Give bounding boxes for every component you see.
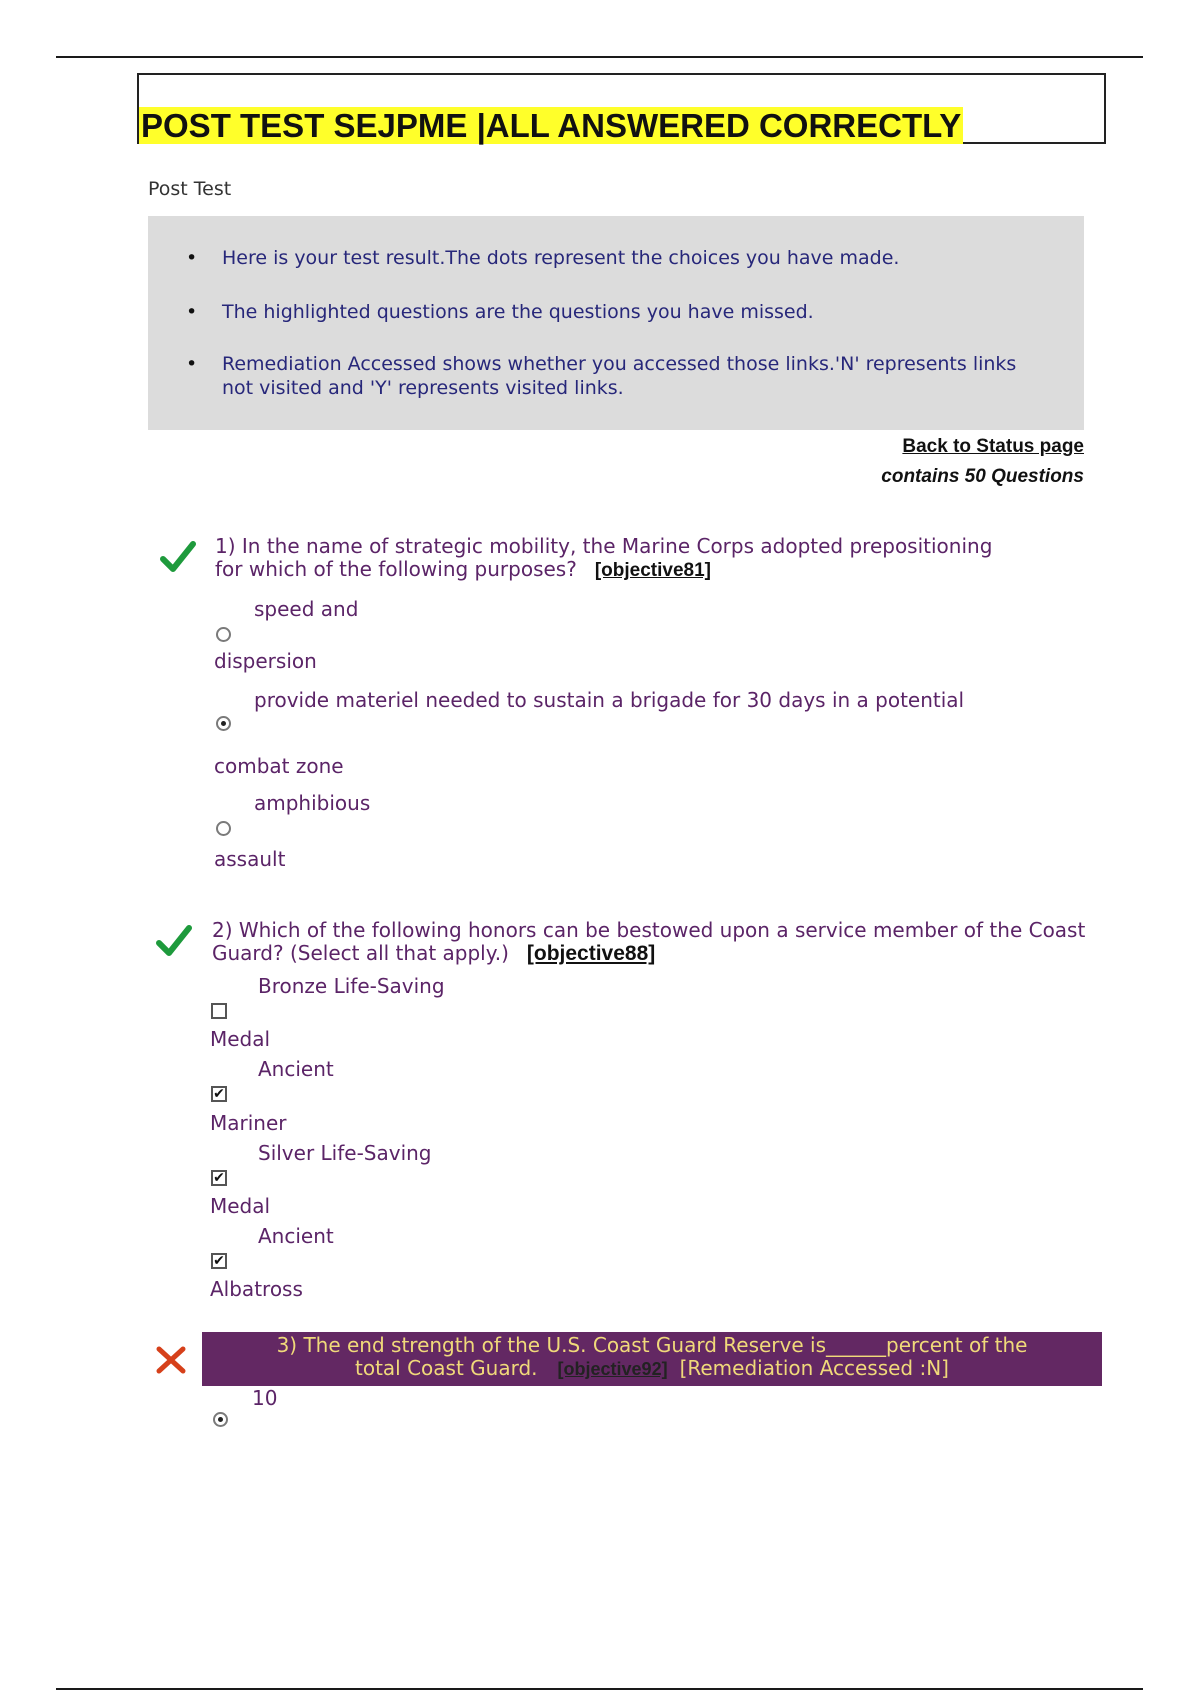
post-test-label: Post Test [148,178,232,200]
objective-88-link[interactable]: [objective88] [526,942,656,965]
q2-option-4-line2: Albatross [210,1277,303,1301]
q1-option-2-radio[interactable] [216,716,231,731]
bottom-rule [56,1688,1143,1690]
question-3-missed-bar [202,1332,1102,1386]
check-mark-icon [160,540,196,574]
question-3-line1: 3) The end strength of the U.S. Coast Guard Reserve is______percent of the [276,1333,1028,1357]
title-box [137,73,1106,144]
objective-92-link[interactable]: [objective92] [557,1359,668,1379]
check-mark-icon [156,924,192,958]
q2-option-2-line1: Ancient [258,1057,334,1081]
info-item: • Here is your test result.The dots represent the choices you have made. [222,246,1042,270]
q1-option-3-line1: amphibious [254,791,371,815]
q2-option-3-line2: Medal [210,1194,271,1218]
question-count: contains 50 Questions [881,466,1084,487]
remediation-status: [Remediation Accessed :N] [679,1356,949,1380]
q3-option-1-label: 10 [252,1386,278,1410]
back-to-status-link[interactable]: Back to Status page [902,436,1084,457]
question-3-line2: total Coast Guard. [355,1356,538,1380]
q2-option-1-line1: Bronze Life-Saving [258,974,445,998]
q1-option-2-line1: provide materiel needed to sustain a brigade for 30 days in a potential [254,688,965,712]
q1-option-3-radio[interactable] [216,821,231,836]
q1-option-1-line1: speed and [254,597,359,621]
q3-option-1-radio[interactable] [213,1412,228,1427]
top-rule [56,56,1143,58]
question-1-text [215,535,995,582]
q1-option-1-radio[interactable] [216,627,231,642]
q1-option-1-line2: dispersion [214,649,317,673]
info-item: • Remediation Accessed shows whether you accessed those links.'N' represents links not visited and 'Y' represents visited links. [222,352,1042,400]
q1-option-3-line2: assault [214,847,286,871]
q2-option-1-checkbox[interactable] [211,1003,227,1019]
question-2-prompt: 2) Which of the following honors can be bestowed upon a service member of the Coast Guard? (Select all that apply.) [212,918,1086,965]
q2-option-2-checkbox[interactable]: ✔ [211,1086,227,1102]
q2-option-3-line1: Silver Life-Saving [258,1141,432,1165]
q2-option-1-line2: Medal [210,1027,271,1051]
objective-81-link[interactable]: [objective81] [594,560,712,581]
q2-option-3-checkbox[interactable]: ✔ [211,1170,227,1186]
question-3-line2-row [212,1357,1092,1381]
q2-option-2-line2: Mariner [210,1111,287,1135]
info-box [148,216,1084,430]
question-2-text [212,919,1092,965]
question-1-prompt: 1) In the name of strategic mobility, the Marine Corps adopted prepositioning for which of the following purposes? [215,534,993,581]
q2-option-4-checkbox[interactable]: ✔ [211,1253,227,1269]
q1-option-2-line2: combat zone [214,754,344,778]
cross-mark-icon [154,1345,188,1375]
info-item: • The highlighted questions are the questions you have missed. [222,300,1042,324]
page-title: POST TEST SEJPME |ALL ANSWERED CORRECTLY [141,107,962,144]
q2-option-4-line1: Ancient [258,1224,334,1248]
